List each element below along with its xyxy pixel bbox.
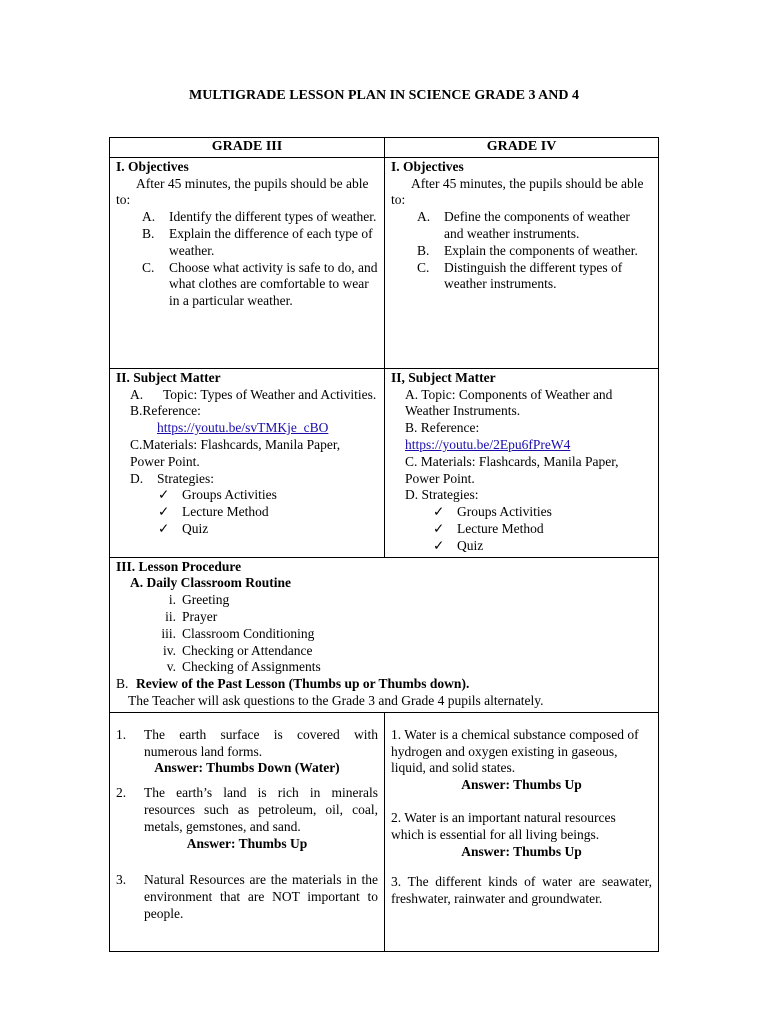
g3-topic: A. Topic: Types of Weather and Activities.: [130, 386, 377, 402]
g3-reference-label: B.Reference:: [130, 403, 201, 419]
lesson-procedure-cell: [110, 557, 659, 712]
g3-strategies: D. Strategies:: [130, 470, 214, 486]
g4-reference-label: B. Reference:: [405, 420, 480, 436]
g4-strategy-item: ✓ Lecture Method: [433, 520, 544, 536]
check-mark-icon: ✓: [433, 504, 445, 520]
g4-question: 3. The different kinds of water are seawater, freshwater, rainwater and groundwater.: [391, 874, 652, 907]
g3-answer: Answer: Thumbs Up: [186, 835, 308, 851]
procedure-heading: III. Lesson Procedure: [116, 558, 242, 574]
g3-question: 1. The earth surface is covered with numerous land forms.: [116, 726, 378, 759]
lesson-plan-table: [109, 137, 659, 952]
g3-objectives-heading: I. Objectives: [116, 158, 189, 174]
routine-item: v. Checking of Assignments: [166, 659, 321, 675]
g3-strategy-item: ✓ Lecture Method: [158, 504, 269, 520]
daily-routine-heading: A. Daily Classroom Routine: [130, 575, 292, 591]
lesson-procedure-row: [110, 557, 659, 712]
g3-subject-matter-cell: [110, 368, 385, 557]
g3-objectives-intro: After 45 minutes, the pupils should be able to:: [116, 175, 369, 208]
g3-objective-item: B. Explain the difference of each type of weather.: [142, 225, 373, 258]
g4-strategies: D. Strategies:: [405, 487, 479, 503]
g4-answer: Answer: Thumbs Up: [461, 843, 582, 859]
g4-questions-cell: [385, 712, 659, 951]
g4-objective-item: B. Explain the components of weather.: [417, 242, 638, 258]
routine-item: iii. Classroom Conditioning: [161, 625, 315, 641]
g3-questions-cell: [110, 712, 385, 951]
g3-answer: Answer: Thumbs Down (Water): [154, 760, 340, 776]
subject-matter-row: [110, 368, 659, 557]
g4-answer: Answer: Thumbs Up: [461, 777, 582, 793]
check-mark-icon: ✓: [433, 537, 445, 553]
g4-objectives-intro: After 45 minutes, the pupils should be able to:: [391, 175, 644, 208]
review-heading: B. Review of the Past Lesson (Thumbs up or Thumbs down).: [116, 676, 470, 692]
g4-objective-item: C. Distinguish the different types of weather instruments.: [417, 259, 623, 292]
g4-question: 2. Water is an important natural resources which is essential for all living beings.: [391, 809, 616, 842]
g4-strategy-item: ✓ Groups Activities: [433, 504, 552, 520]
objectives-row: [110, 157, 659, 368]
check-mark-icon: ✓: [158, 487, 170, 503]
g4-objectives-heading: I. Objectives: [391, 158, 464, 174]
g4-question: 1. Water is a chemical substance composed of hydrogen and oxygen existing in gaseous, liquid, and solid states.: [391, 726, 639, 776]
grade-iii-header: GRADE III: [110, 138, 385, 158]
questions-row: [110, 712, 659, 951]
g4-objectives-cell: [385, 157, 659, 368]
check-mark-icon: ✓: [158, 520, 170, 536]
g4-subject-matter-heading: II, Subject Matter: [391, 369, 496, 385]
g3-materials: C.Materials: Flashcards, Manila Paper, Power Point.: [130, 436, 341, 469]
g3-objective-item: A. Identify the different types of weather.: [142, 209, 377, 225]
routine-item: i. Greeting: [168, 592, 230, 608]
g4-subject-matter-cell: [385, 368, 659, 557]
g3-reference-link[interactable]: https://youtu.be/svTMKje_cBO: [157, 420, 329, 436]
grade-header-row: [110, 138, 659, 158]
g4-strategy-item: ✓ Quiz: [433, 537, 484, 553]
g4-objective-item: A. Define the components of weather and weather instruments.: [417, 209, 630, 241]
page-title: MULTIGRADE LESSON PLAN IN SCIENCE GRADE 3 AND 4: [189, 88, 579, 103]
g3-subject-matter-heading: II. Subject Matter: [116, 369, 221, 385]
g3-question: 2. The earth’s land is rich in minerals resources such as petroleum, oil, coal, metals, gemstones, and sand.: [116, 785, 378, 834]
g4-materials: C. Materials: Flashcards, Manila Paper, Power Point.: [405, 453, 619, 486]
g4-topic: A. Topic: Components of Weather and Weather Instruments.: [405, 386, 613, 419]
g3-question: 3. Natural Resources are the materials in the environment that are NOT important to people.: [116, 872, 378, 921]
g3-objective-item: C. Choose what activity is safe to do, and what clothes are comfortable to wear in a particular weather.: [142, 259, 378, 309]
check-mark-icon: ✓: [158, 504, 170, 520]
g3-strategy-item: ✓ Quiz: [158, 520, 209, 536]
routine-item: ii. Prayer: [165, 608, 218, 624]
check-mark-icon: ✓: [433, 520, 445, 536]
g3-strategy-item: ✓ Groups Activities: [158, 487, 277, 503]
routine-item: iv. Checking or Attendance: [163, 642, 313, 658]
g4-reference-link[interactable]: https://youtu.be/2Epu6fPreW4: [405, 436, 571, 452]
procedure-note: The Teacher will ask questions to the Grade 3 and Grade 4 pupils alternately.: [128, 692, 544, 708]
g3-objectives-cell: [110, 157, 385, 368]
grade-iv-header: GRADE IV: [385, 138, 659, 158]
